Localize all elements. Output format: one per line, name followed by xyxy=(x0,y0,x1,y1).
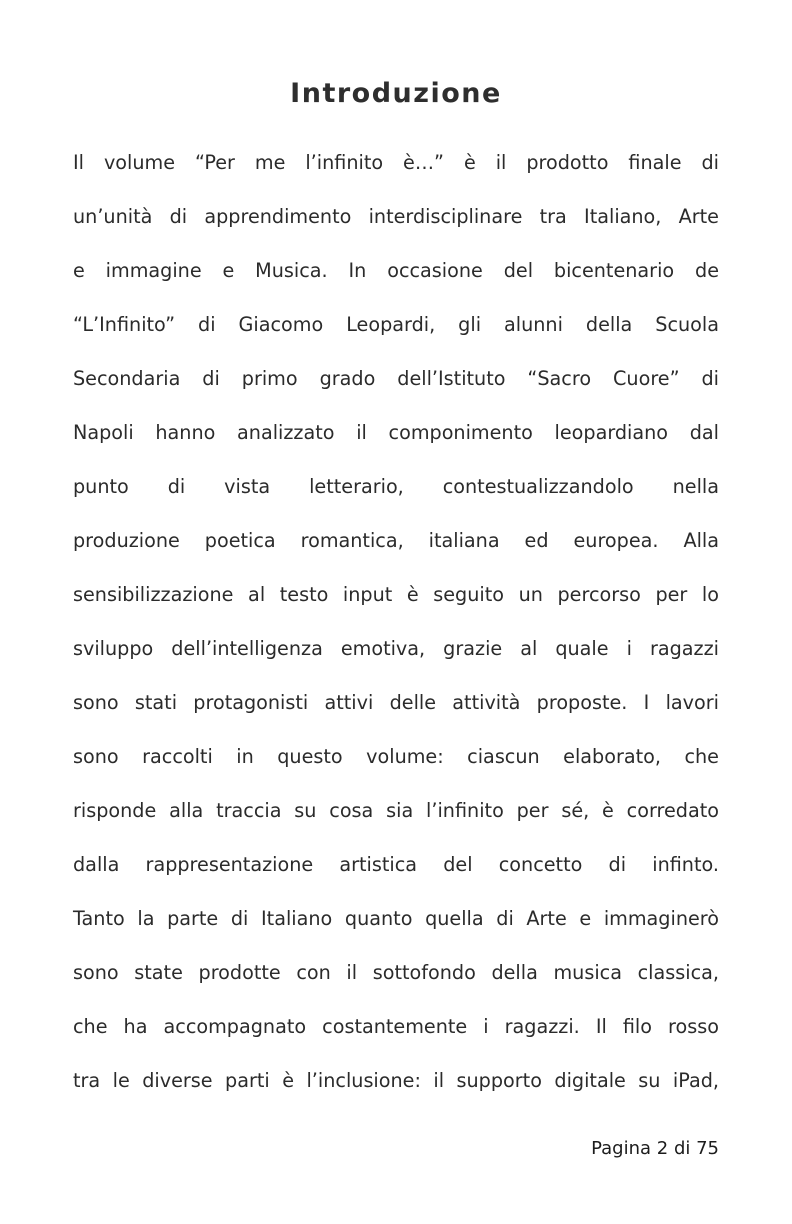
paragraph-line: Tanto la parte di Italiano quanto quella di Arte e immaginerò xyxy=(73,907,719,930)
paragraph-line: “L’Infinito” di Giacomo Leopardi, gli alunni della Scuola xyxy=(73,313,719,336)
paragraph-line: un’unità di apprendimento interdisciplinare tra Italiano, Arte xyxy=(73,205,719,228)
paragraph-line: sensibilizzazione al testo input è seguito un percorso per lo xyxy=(73,583,719,606)
paragraph-line: tra le diverse parti è l’inclusione: il supporto digitale su iPad, xyxy=(73,1069,719,1092)
paragraph-line: sono raccolti in questo volume: ciascun elaborato, che xyxy=(73,745,719,768)
paragraph-line: punto di vista letterario, contestualizzandolo nella xyxy=(73,475,719,498)
paragraph-line: e immagine e Musica. In occasione del bicentenario de xyxy=(73,259,719,282)
paragraph-line: dalla rappresentazione artistica del concetto di infinto. xyxy=(73,853,719,876)
paragraph-line: sviluppo dell’intelligenza emotiva, grazie al quale i ragazzi xyxy=(73,637,719,660)
paragraph-line: Napoli hanno analizzato il componimento leopardiano dal xyxy=(73,421,719,444)
paragraph-line: produzione poetica romantica, italiana ed europea. Alla xyxy=(73,529,719,552)
paragraph-line: sono stati protagonisti attivi delle attività proposte. I lavori xyxy=(73,691,719,714)
paragraph-line: Il volume “Per me l’infinito è…” è il prodotto finale di xyxy=(73,151,719,174)
paragraph-line: sono state prodotte con il sottofondo della musica classica, xyxy=(73,961,719,984)
page-title: Introduzione xyxy=(290,78,502,109)
page-number: Pagina 2 di 75 xyxy=(591,1138,719,1159)
body-paragraph xyxy=(73,136,719,1108)
paragraph-line: Secondaria di primo grado dell’Istituto “Sacro Cuore” di xyxy=(73,367,719,390)
paragraph-line: risponde alla traccia su cosa sia l’infinito per sé, è corredato xyxy=(73,799,719,822)
paragraph-line: che ha accompagnato costantemente i ragazzi. Il filo rosso xyxy=(73,1015,719,1038)
